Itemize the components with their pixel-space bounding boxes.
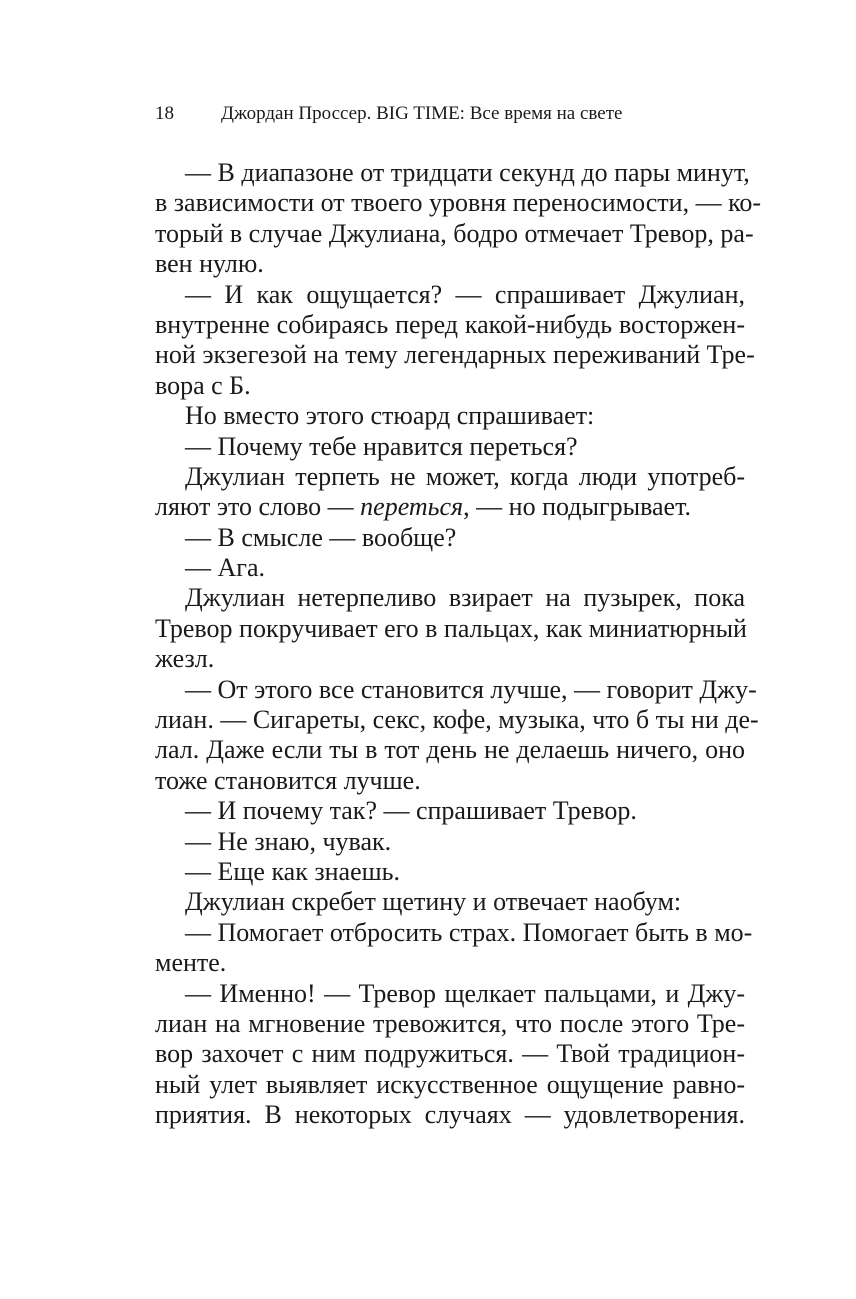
text-line: — Еще как знаешь. (185, 856, 400, 886)
text-line: — Помогает отбросить страх. Помогает быть в мо- (185, 917, 753, 947)
text-line: — В диапазоне от тридцати секунд до пары минут, (185, 158, 750, 187)
text-line: Тревор покручивает его в пальцах, как миниатюрный (155, 613, 747, 643)
text-line: вора с Б. (155, 370, 251, 400)
text-line: вен нулю. (155, 249, 264, 279)
text-line: в зависимости от твоего уровня переносимости, — ко- (155, 188, 762, 218)
text-line: — И почему так? — спрашивает Тревор. (185, 796, 637, 826)
page-body-text (155, 158, 762, 1131)
text-line: внутренне собираясь перед какой-нибудь восторжен- (155, 309, 745, 339)
text-line: менте. (155, 948, 227, 978)
text-line: — Ага. (185, 553, 265, 583)
text-line: приятия. В некоторых случаях — удовлетворения. (155, 1100, 745, 1130)
text-line: лиан на мгновение тревожится, что после этого Тре- (155, 1008, 745, 1038)
text-line: торый в случае Джулиана, бодро отмечает Тревор, ра- (155, 218, 754, 248)
text-line: лал. Даже если ты в тот день не делаешь ничего, оно (155, 735, 745, 765)
text-line: жезл. (155, 644, 215, 674)
text-line: — Не знаю, чувак. (185, 826, 392, 856)
text-line: вор захочет с ним подружиться. — Твой традицион- (155, 1039, 745, 1069)
text-line (155, 492, 745, 522)
text-line: — И как ощущается? — спрашивает Джулиан, (185, 279, 745, 309)
text-line: — Почему тебе нравится переться? (185, 431, 578, 461)
italic-word: переться (360, 492, 464, 522)
text-line: — Именно! — Тревор щелкает пальцами, и Джу- (185, 978, 745, 1008)
text-line: Джулиан нетерпеливо взирает на пузырек, пока (185, 583, 745, 613)
page-number: 18 (155, 103, 174, 124)
text-line: тоже становится лучше. (155, 765, 421, 795)
text-line: Но вместо этого стюард спрашивает: (185, 401, 595, 431)
text-line: Джулиан скребет щетину и отвечает наобум: (185, 887, 682, 917)
text-line: ный улет выявляет искусственное ощущение равно- (155, 1069, 745, 1099)
text-segment: ляют это слово — (155, 492, 361, 522)
running-header (155, 101, 745, 127)
text-line: Джулиан терпеть не может, когда люди употреб- (185, 461, 745, 491)
text-line: ной экзегезой на тему легендарных переживаний Тре- (155, 340, 755, 370)
text-line: лиан. — Сигареты, секс, кофе, музыка, что б ты ни де- (155, 705, 759, 735)
text-line: — В смысле — вообще? (185, 522, 457, 552)
text-line: — От этого все становится лучше, — говорит Джу- (185, 674, 757, 704)
text-segment: , — но подыгрывает. (463, 492, 691, 522)
running-title: Джордан Проссер. BIG TIME: Все время на свете (221, 103, 623, 124)
